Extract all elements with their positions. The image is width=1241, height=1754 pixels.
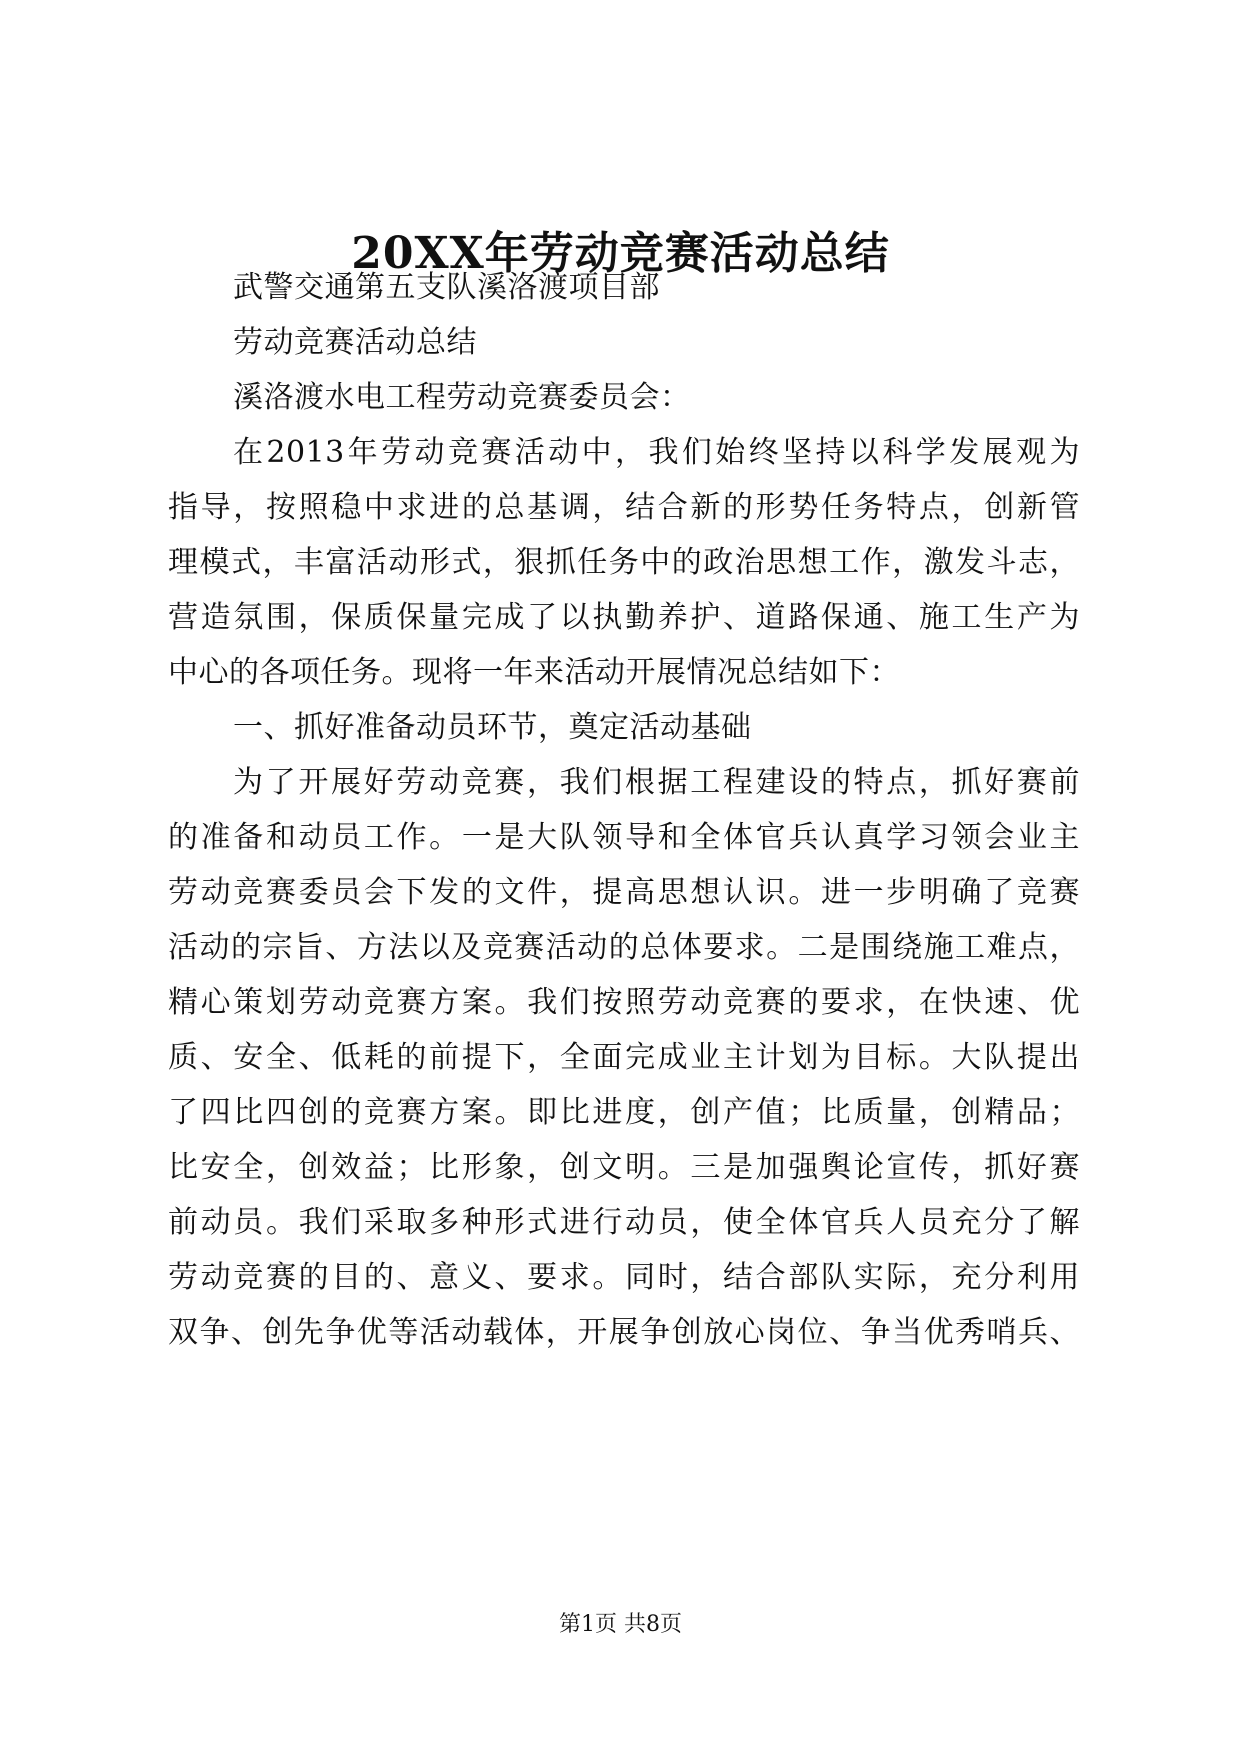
header-line-subject: 劳动竞赛活动总结 xyxy=(233,325,477,360)
paragraph-2-line: 比安全，创效益；比形象，创文明。三是加强舆论宣传，抓好赛 xyxy=(168,1150,1080,1185)
document-title: 20XX年劳动竞赛活动总结 xyxy=(351,228,890,279)
section-1-heading: 一、抓好准备动员环节，奠定活动基础 xyxy=(233,710,752,745)
paragraph-1-line: 指导，按照稳中求进的总基调，结合新的形势任务特点，创新管 xyxy=(168,490,1080,525)
paragraph-2-line: 的准备和动员工作。一是大队领导和全体官兵认真学习领会业主 xyxy=(168,820,1080,855)
paragraph-2-line: 质、安全、低耗的前提下，全面完成业主计划为目标。大队提出 xyxy=(168,1040,1080,1075)
paragraph-1-line: 营造氛围，保质保量完成了以执勤养护、道路保通、施工生产为 xyxy=(168,600,1080,635)
paragraph-2-line: 为了开展好劳动竞赛，我们根据工程建设的特点，抓好赛前 xyxy=(233,765,1080,800)
header-line-unit: 武警交通第五支队溪洛渡项目部 xyxy=(233,270,660,305)
paragraph-1-line: 理模式，丰富活动形式，狠抓任务中的政治思想工作，激发斗志， xyxy=(168,545,1080,580)
page-number-footer: 第1页 共8页 xyxy=(559,1612,682,1637)
paragraph-1-line: 中心的各项任务。现将一年来活动开展情况总结如下： xyxy=(168,655,900,690)
paragraph-1-line: 在2013年劳动竞赛活动中，我们始终坚持以科学发展观为 xyxy=(233,435,1080,470)
paragraph-2-line: 活动的宗旨、方法以及竞赛活动的总体要求。二是围绕施工难点， xyxy=(168,930,1080,965)
paragraph-2-line: 了四比四创的竞赛方案。即比进度，创产值；比质量，创精品； xyxy=(168,1095,1080,1130)
paragraph-2-line: 双争、创先争优等活动载体，开展争创放心岗位、争当优秀哨兵、 xyxy=(168,1315,1080,1350)
paragraph-2-line: 精心策划劳动竞赛方案。我们按照劳动竞赛的要求，在快速、优 xyxy=(168,985,1080,1020)
paragraph-2-line: 劳动竞赛的目的、意义、要求。同时，结合部队实际，充分利用 xyxy=(168,1260,1080,1295)
header-line-addressee: 溪洛渡水电工程劳动竞赛委员会： xyxy=(233,380,691,415)
paragraph-2-line: 劳动竞赛委员会下发的文件，提高思想认识。进一步明确了竞赛 xyxy=(168,875,1080,910)
paragraph-2-line: 前动员。我们采取多种形式进行动员，使全体官兵人员充分了解 xyxy=(168,1205,1080,1240)
